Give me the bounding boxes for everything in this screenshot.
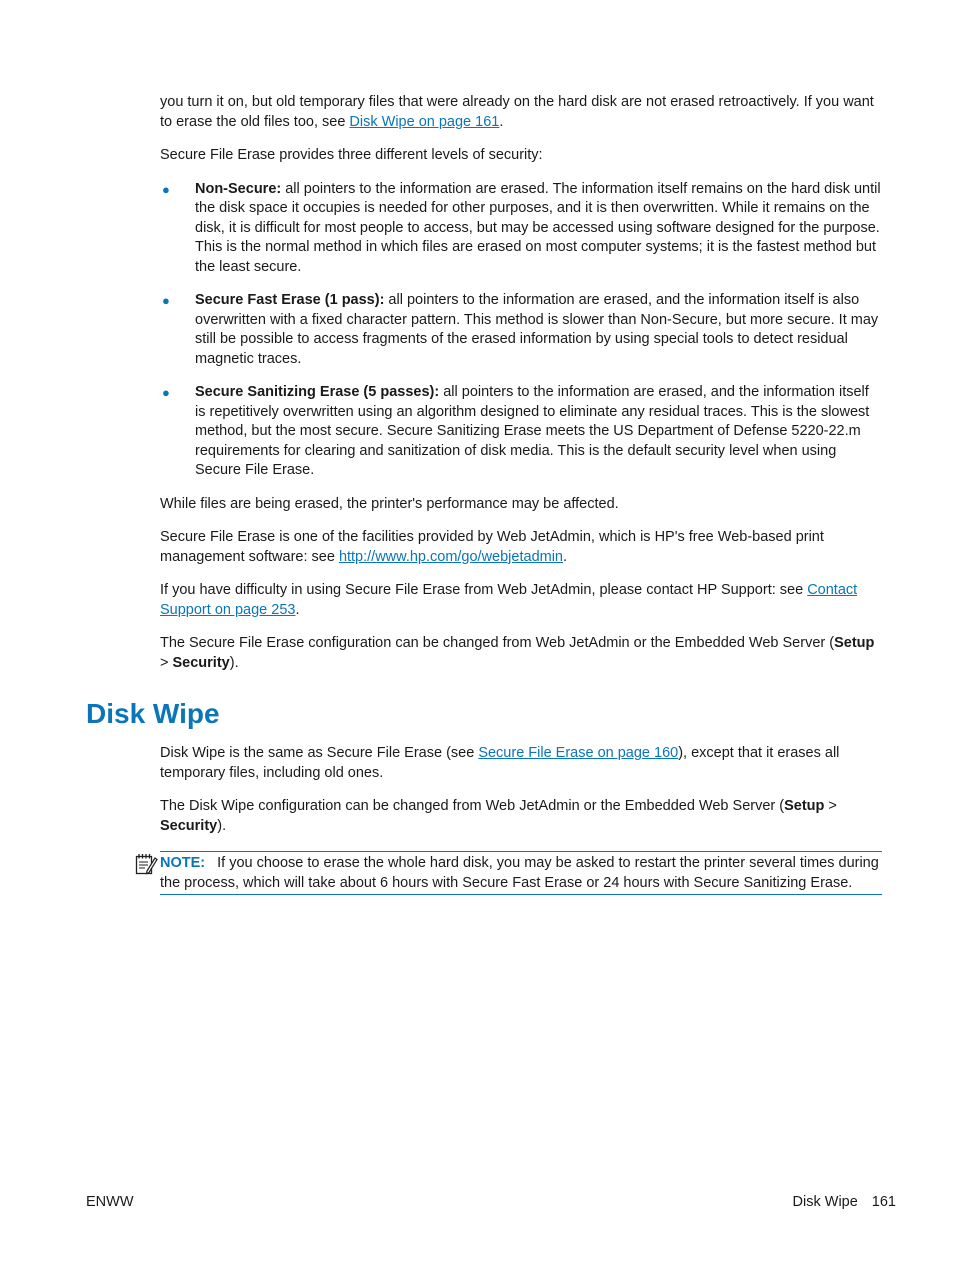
performance-paragraph: While files are being erased, the printer's performance may be affected.: [160, 495, 619, 512]
dw-config-text: The Disk Wipe configuration can be changed from Web JetAdmin or the Embedded Web Server (: [160, 798, 785, 814]
main-content: [160, 93, 882, 673]
config-text: The Secure File Erase configuration can be changed from Web JetAdmin or the Embedded Web Server (: [160, 635, 835, 651]
support-paragraph: [160, 581, 882, 620]
list-item: [160, 180, 882, 278]
footer-left: ENWW: [86, 1194, 134, 1210]
setup-label: Setup: [834, 635, 875, 651]
level-description: all pointers to the information are erased. The information itself remains on the hard disk until the disk space it occupies is needed for other purposes, and it is then overwritten. While it remains on the disk, it is difficult for most people to access, but may be accessed using software designed for the purpose. This is the normal method in which files are erased on most computer systems; it is the fastest method but the least secure.: [195, 180, 881, 275]
bullet-icon: ●: [162, 293, 170, 308]
intro-text: you turn it on, but old temporary files that were already on the hard disk are not erased retroactively. If you want to erase the old files too, see: [160, 94, 874, 130]
level-description: all pointers to the information are erased, and the information itself is repetitively overwritten using an algorithm designed to eliminate any residual traces. This is the slowest method, but the most secure. Secure Sanitizing Erase meets the US Department of Defense 5220-22.m requirements for clearing and sanitization of disk media. This is the default security level when using Secure File Erase.: [195, 384, 870, 478]
dw-config-separator: >: [824, 798, 837, 814]
security-label: Security: [172, 654, 230, 671]
intro-paragraph: [160, 93, 882, 132]
link-contact-support[interactable]: Contact Support on page 253: [160, 582, 858, 618]
level-description: all pointers to the information are erased, and the information itself is also overwritten with a fixed character pattern. This method is slower than Non-Secure, but more secure. It may still be possible to access fragments of the erased information by using special tools to detect residual magnetic traces.: [195, 292, 879, 367]
footer-right: [793, 1193, 896, 1212]
page-number: 161: [871, 1194, 896, 1210]
note-box: [160, 851, 882, 895]
link-secure-file-erase[interactable]: Secure File Erase on page 160: [478, 745, 679, 761]
configuration-paragraph: [160, 634, 882, 673]
support-text: If you have difficulty in using Secure File Erase from Web JetAdmin, please contact HP Support: see: [160, 582, 808, 598]
support-end: .: [295, 601, 300, 618]
security-levels-list: [160, 180, 882, 481]
disk-wipe-content: [160, 744, 882, 836]
footer-section-title: Disk Wipe: [792, 1194, 858, 1210]
intro-end: .: [499, 113, 504, 130]
setup-label: Setup: [784, 798, 825, 814]
note-label: NOTE:: [160, 855, 206, 871]
jetadmin-text: Secure File Erase is one of the facilities provided by Web JetAdmin, which is HP's free Web-based print management software: see: [160, 529, 824, 565]
link-webjetadmin[interactable]: http://www.hp.com/go/webjetadmin: [338, 548, 563, 565]
dw-config-end: ).: [217, 817, 227, 834]
note-text: If you choose to erase the whole hard disk, you may be asked to restart the printer several times during the process, which will take about 6 hours with Secure Fast Erase or 24 hours with Secure Sanitizing Erase.: [160, 855, 879, 891]
note-pad-icon: [134, 852, 158, 876]
levels-intro: Secure File Erase provides three different levels of security:: [160, 147, 543, 163]
list-item: [160, 291, 882, 369]
disk-wipe-paragraph: [160, 744, 882, 783]
config-separator: >: [160, 654, 173, 671]
jetadmin-paragraph: [160, 528, 882, 567]
bullet-icon: ●: [162, 385, 170, 400]
level-label: Non-Secure:: [195, 180, 282, 197]
bullet-icon: ●: [162, 181, 170, 197]
link-disk-wipe[interactable]: Disk Wipe on page 161: [349, 113, 500, 130]
level-label: Secure Sanitizing Erase (5 passes):: [195, 384, 440, 400]
level-label: Secure Fast Erase (1 pass):: [195, 292, 385, 308]
disk-wipe-config-paragraph: [160, 797, 882, 836]
disk-wipe-end: ), except that it erases all temporary files, including old ones.: [160, 745, 840, 781]
jetadmin-end: .: [563, 548, 568, 565]
section-title: Disk Wipe: [86, 698, 220, 729]
disk-wipe-text: Disk Wipe is the same as Secure File Erase (see: [160, 745, 479, 761]
config-end: ).: [229, 654, 239, 671]
security-label: Security: [160, 817, 218, 834]
list-item: [160, 383, 882, 481]
note-paragraph: [160, 854, 882, 893]
